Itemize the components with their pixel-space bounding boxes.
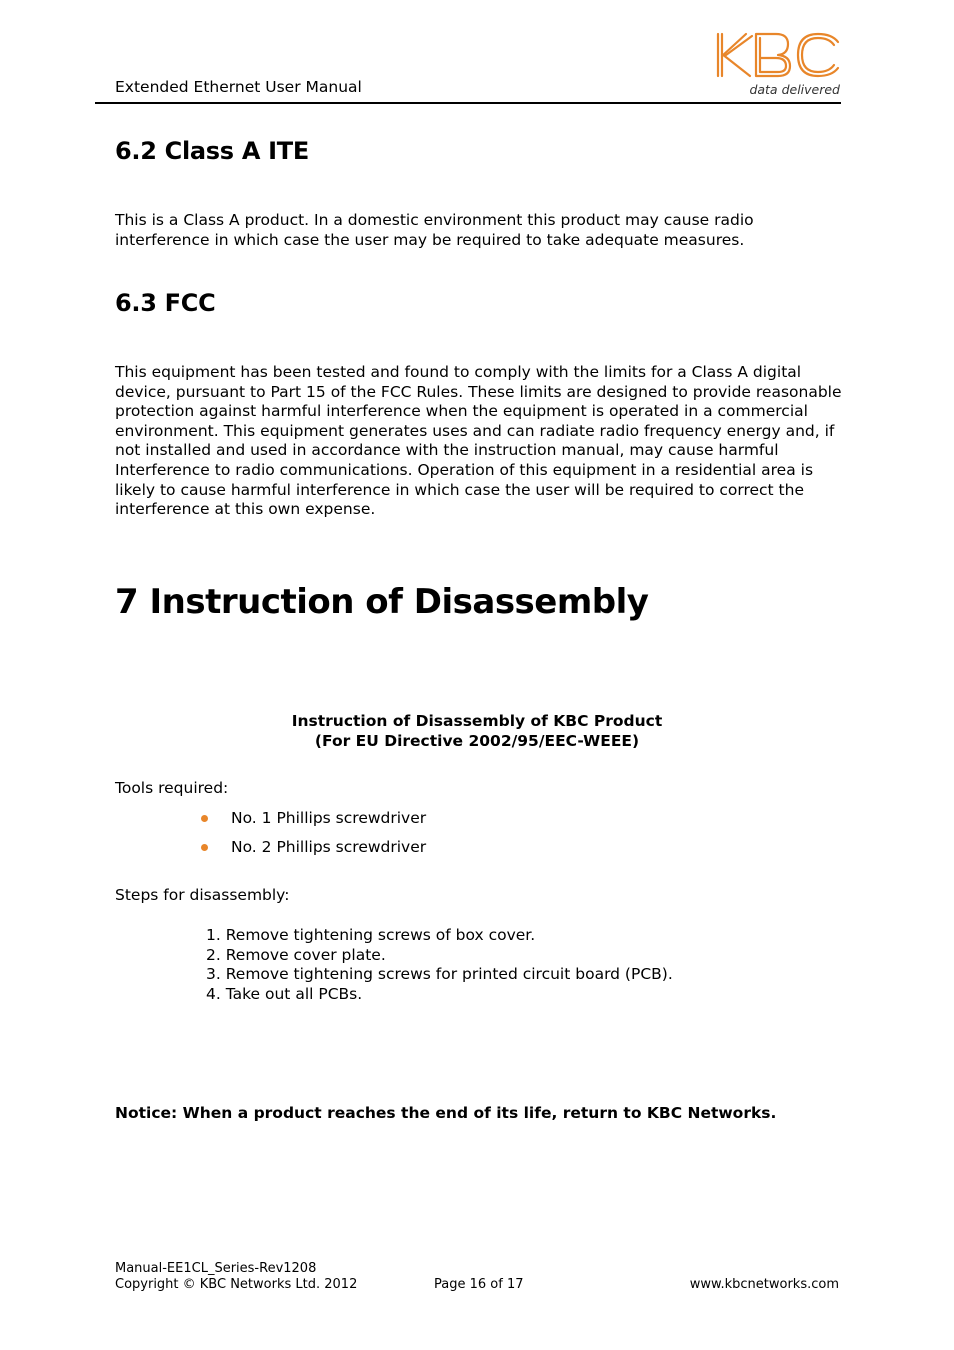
list-item: 1. Remove tightening screws of box cover. (206, 926, 536, 944)
bullet-icon (201, 844, 208, 851)
footer-website: www.kbcnetworks.com (689, 1277, 839, 1292)
list-item: 4. Take out all PCBs. (206, 984, 363, 1003)
tools-label: Tools required: (115, 779, 229, 797)
section-6-3-body: This equipment has been tested and found to comply with the limits for a Class A digital device, pursuant to Part 15 of the FCC Rules. These limits are designed to provide reasonable protection against harmful interference when the equipment is operated in a commercial environment. This equipment generates uses and can radiate radio frequency energy and, if not installed and used in accordance with the instruction manual, may cause harmful Interference to radio communications. Operation of this equipment in a residential area is likely to cause harmful interference in which case the user will be required to correct the interference at this own expense. (115, 363, 842, 519)
footer-doc-id: Manual-EE1CL_Series-Rev1208 (115, 1261, 317, 1276)
list-item (200, 808, 426, 837)
steps-label: Steps for disassembly: (115, 886, 290, 904)
list-item (200, 837, 426, 866)
kbc-logo-mark (718, 34, 838, 76)
tool-item-label: No. 1 Phillips screwdriver (231, 809, 427, 827)
footer-page-number: Page 16 of 17 (434, 1277, 524, 1292)
tools-list (200, 808, 426, 866)
bullet-icon (201, 815, 208, 822)
section-6-3-heading: 6.3 FCC (115, 289, 216, 317)
disassembly-subtitle-line1: Instruction of Disassembly of KBC Product (291, 712, 663, 730)
end-of-life-notice: Notice: When a product reaches the end of its life, return to KBC Networks. (115, 1104, 777, 1122)
disassembly-subtitle-line2: (For EU Directive 2002/95/EEC-WEEE) (314, 732, 640, 750)
section-6-2-body: This is a Class A product. In a domestic environment this product may cause radio interference in which case the user may be required to take adequate measures. (115, 211, 754, 249)
list-item: 3. Remove tightening screws for printed circuit board (PCB). (206, 965, 673, 984)
logo-tagline: data delivered (749, 82, 840, 97)
header-title: Extended Ethernet User Manual (115, 78, 362, 96)
header-rule (95, 102, 841, 104)
list-item: 2. Remove cover plate. (206, 945, 386, 964)
steps-list (206, 926, 673, 1004)
footer-copyright: Copyright © KBC Networks Ltd. 2012 (115, 1277, 358, 1292)
section-7-heading: 7 Instruction of Disassembly (115, 582, 649, 622)
tool-item-label: No. 2 Phillips screwdriver (231, 838, 427, 856)
section-6-2-heading: 6.2 Class A ITE (115, 137, 309, 165)
